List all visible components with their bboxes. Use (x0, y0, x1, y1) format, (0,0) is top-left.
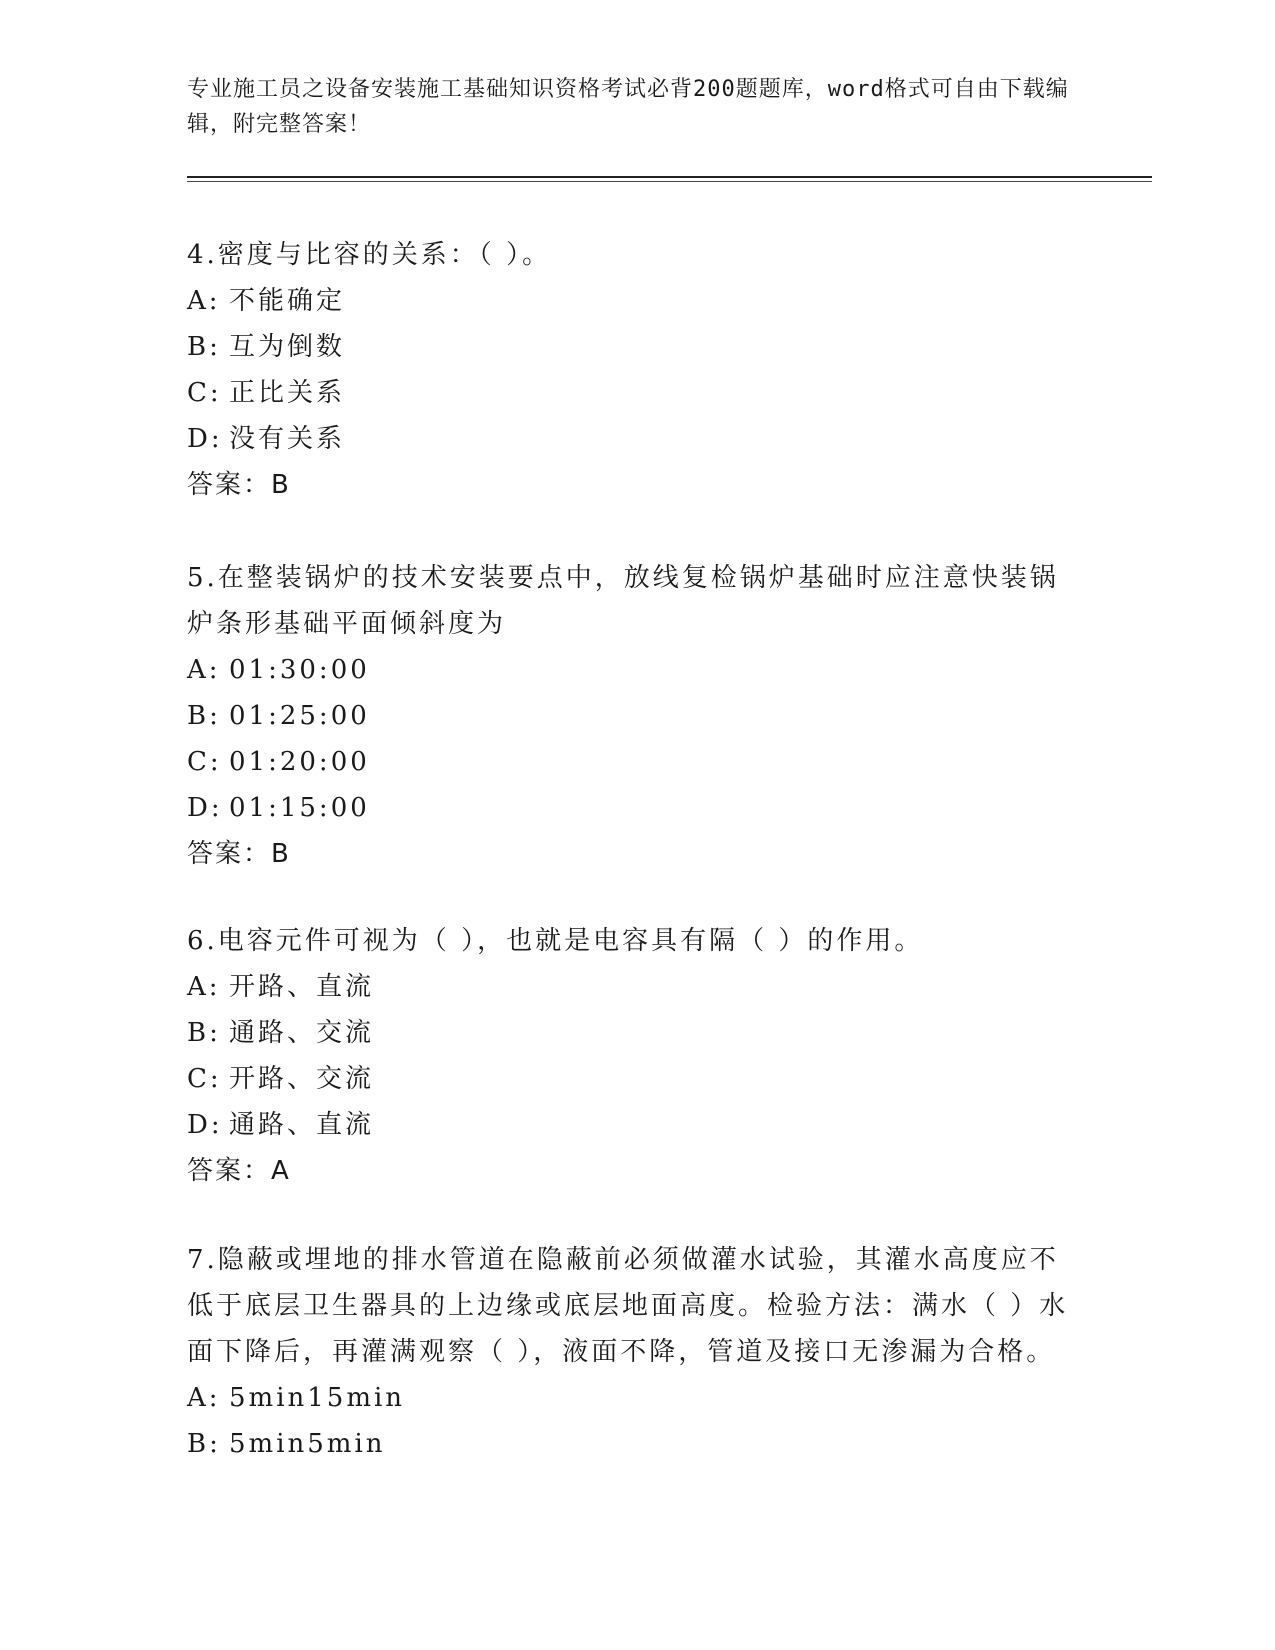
option-label: B: (187, 701, 221, 731)
option-text: 通路、交流 (229, 1018, 375, 1048)
option-label: B: (187, 1429, 221, 1459)
question-4 (187, 232, 1077, 508)
option-a (187, 1375, 1077, 1421)
option-d (187, 416, 1077, 462)
option-label: B: (187, 332, 221, 362)
answer-line: 答案：B (187, 839, 291, 869)
question-text: 7.隐蔽或埋地的排水管道在隐蔽前必须做灌水试验，其灌水高度应不低于底层卫生器具的上边缘或底层地面高度。检验方法：满水（ ）水面下降后，再灌满观察（ ），液面不降，管道及接口无渗漏为合格。 (187, 1245, 1069, 1367)
answer-line: 答案：B (187, 470, 291, 500)
option-text: 互为倒数 (229, 332, 346, 362)
header-divider-thin (187, 181, 1152, 182)
option-c (187, 739, 1077, 785)
option-label: A: (187, 1383, 221, 1413)
option-text: 开路、交流 (229, 1064, 375, 1094)
question-text: 6.电容元件可视为（ ），也就是电容具有隔（ ）的作用。 (187, 926, 924, 956)
option-label: D: (187, 424, 223, 454)
option-text: 01:20:00 (229, 747, 370, 777)
option-label: B: (187, 1018, 221, 1048)
option-text: 正比关系 (229, 378, 346, 408)
option-text: 01:25:00 (229, 701, 370, 731)
option-text: 01:30:00 (229, 655, 370, 685)
option-a (187, 647, 1077, 693)
question-5 (187, 555, 1077, 877)
option-c (187, 1056, 1077, 1102)
option-b (187, 1421, 1077, 1467)
answer-line: 答案：A (187, 1156, 291, 1186)
option-text: 没有关系 (229, 424, 346, 454)
option-label: A: (187, 655, 221, 685)
option-a (187, 278, 1077, 324)
question-6 (187, 918, 1077, 1194)
question-text: 4.密度与比容的关系：（ ）。 (187, 240, 552, 270)
option-text: 5min15min (229, 1383, 406, 1413)
option-b (187, 693, 1077, 739)
option-d (187, 1102, 1077, 1148)
option-text: 01:15:00 (229, 793, 370, 823)
header-divider-thick (187, 176, 1152, 178)
question-7 (187, 1237, 1077, 1467)
option-text: 5min5min (229, 1429, 386, 1459)
option-label: C: (187, 1064, 222, 1094)
option-label: A: (187, 972, 221, 1002)
option-b (187, 324, 1077, 370)
document-header-title: 专业施工员之设备安装施工基础知识资格考试必背200题题库，word格式可自由下载编辑，附完整答案！ (187, 77, 1069, 137)
option-label: C: (187, 747, 222, 777)
question-text: 5.在整装锅炉的技术安装要点中，放线复检锅炉基础时应注意快装锅炉条形基础平面倾斜度为 (187, 563, 1059, 639)
option-b (187, 1010, 1077, 1056)
option-label: C: (187, 378, 222, 408)
option-a (187, 964, 1077, 1010)
option-c (187, 370, 1077, 416)
option-text: 不能确定 (229, 286, 346, 316)
option-label: A: (187, 286, 221, 316)
option-text: 开路、直流 (229, 972, 375, 1002)
option-d (187, 785, 1077, 831)
option-text: 通路、直流 (229, 1110, 375, 1140)
option-label: D: (187, 793, 223, 823)
option-label: D: (187, 1110, 223, 1140)
